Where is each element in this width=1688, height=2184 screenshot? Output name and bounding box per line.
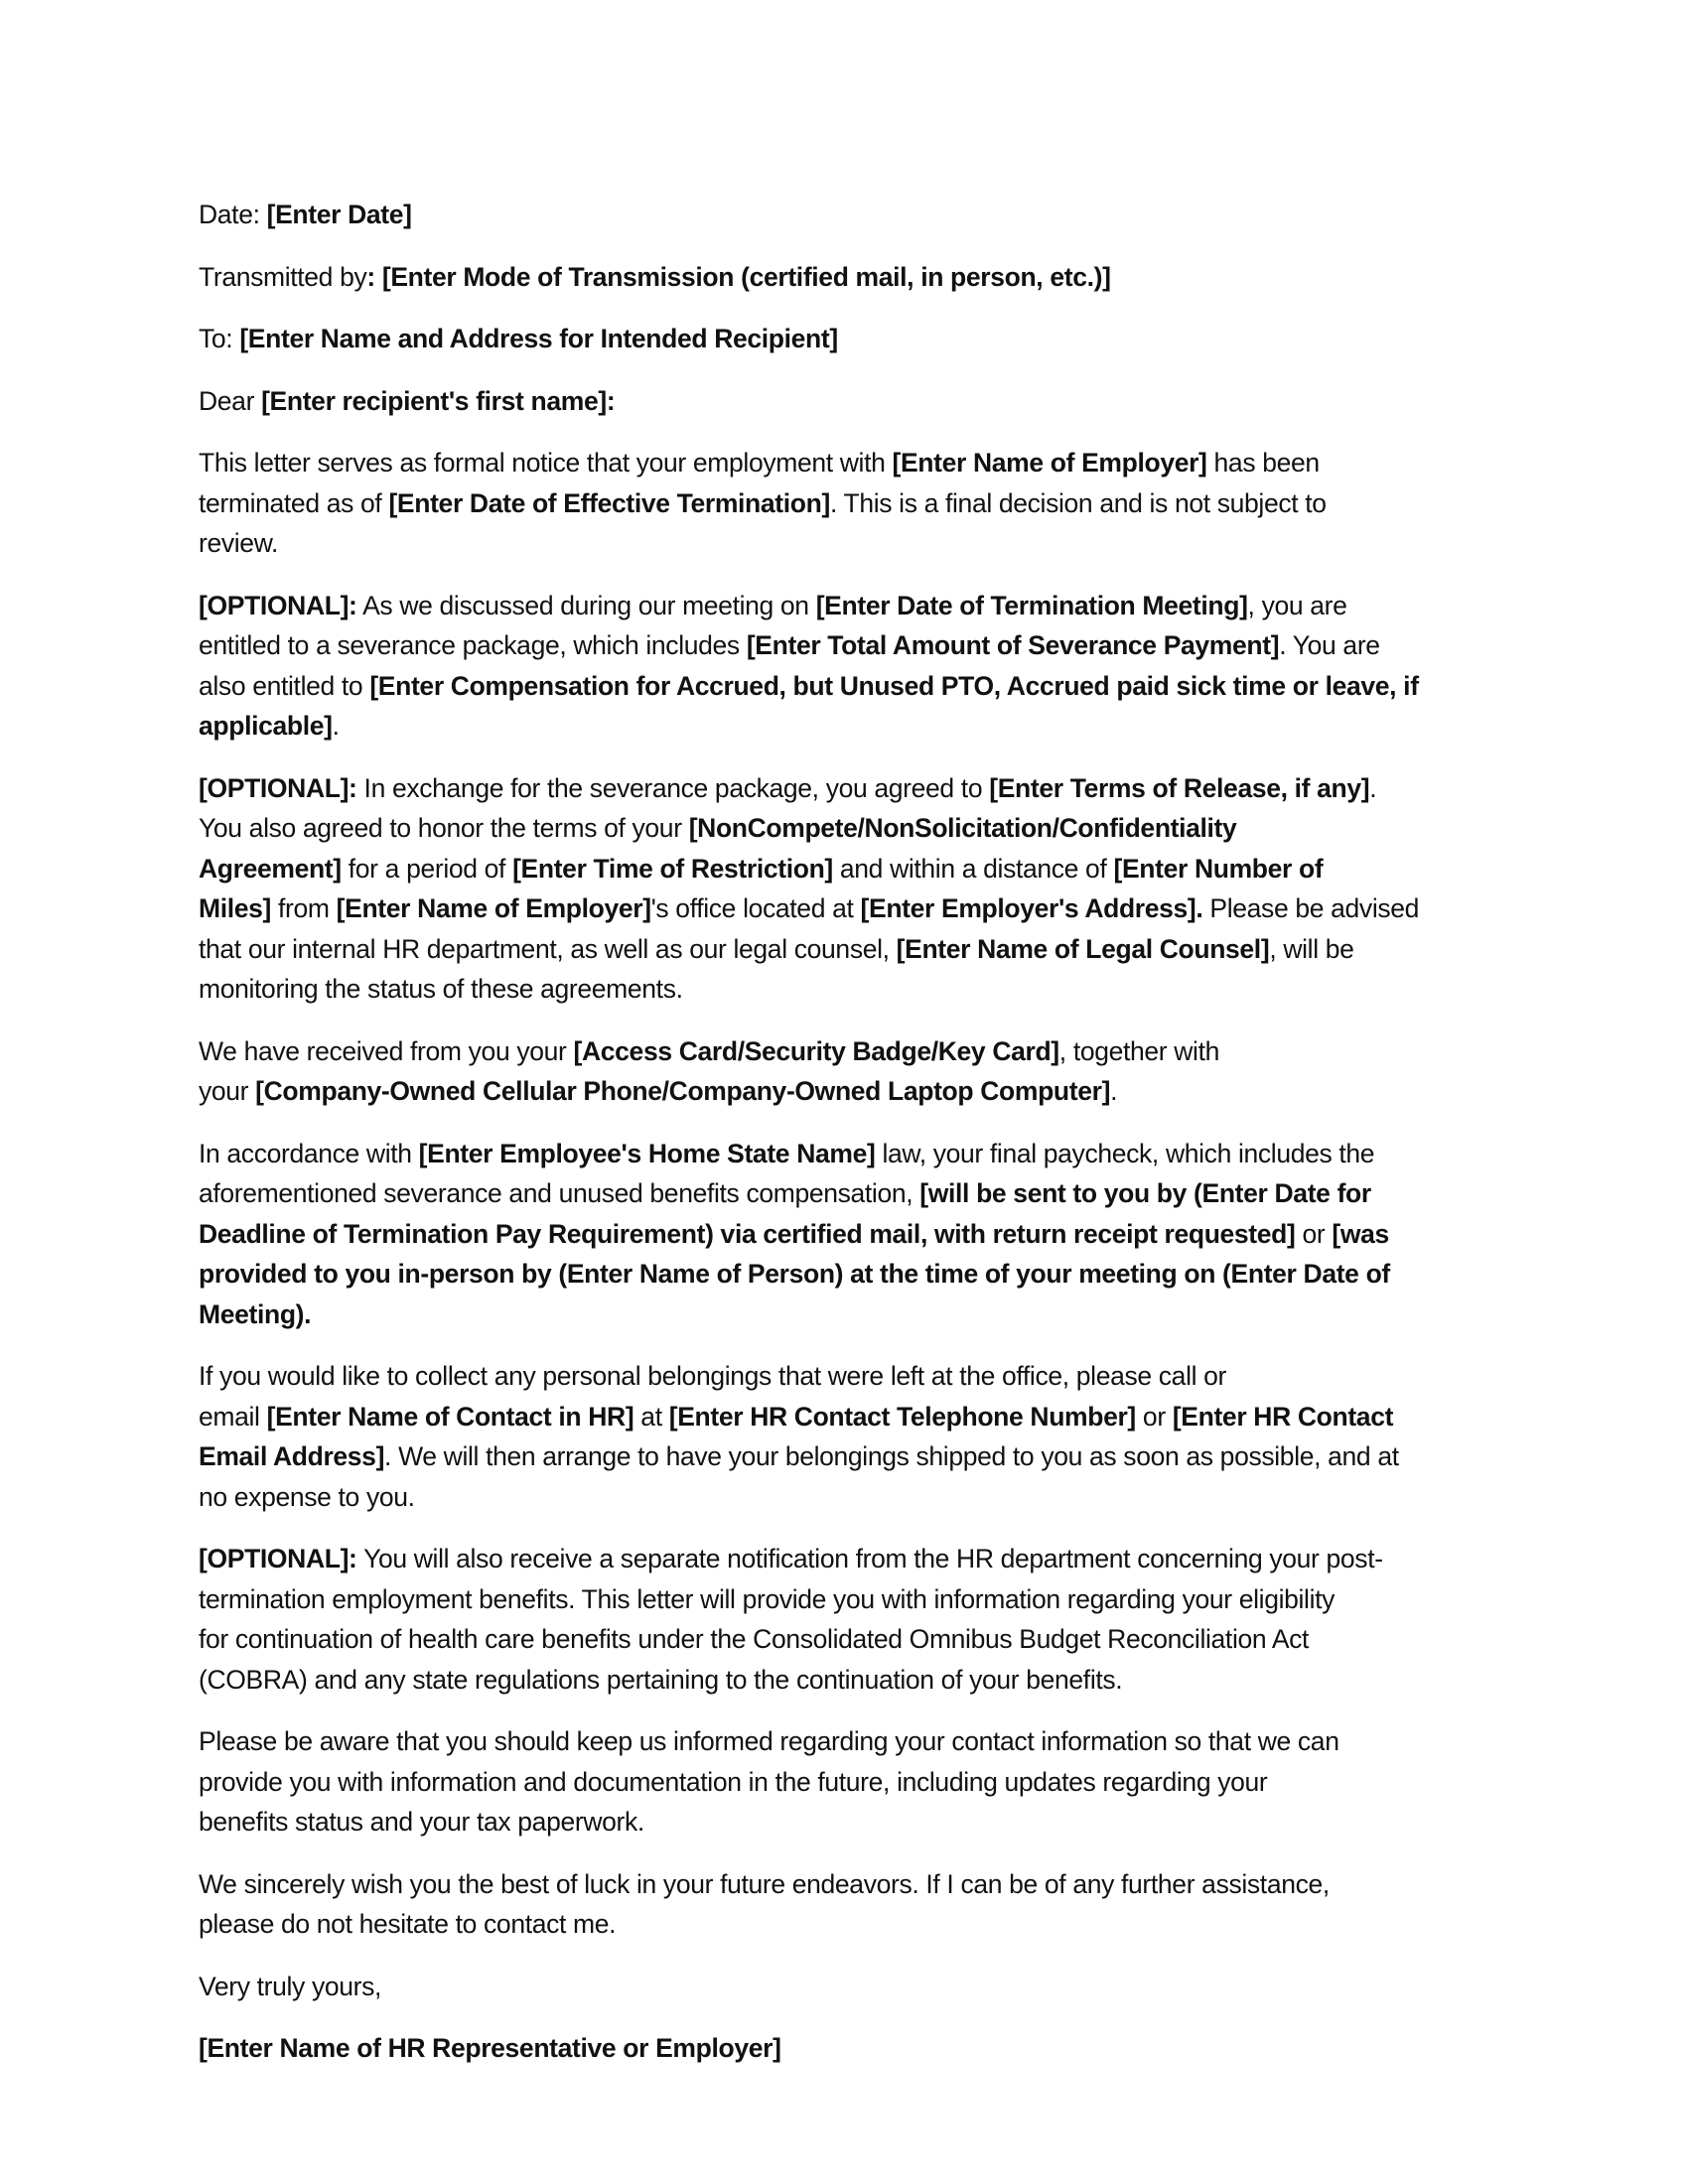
body-text: Please be advised	[1202, 893, 1420, 923]
body-text: review.	[199, 528, 279, 558]
placeholder-field: [Enter Total Amount of Severance Payment]	[746, 630, 1280, 660]
text-line	[199, 1904, 1489, 1945]
text-line	[199, 586, 1489, 626]
placeholder-field: Agreement]	[199, 853, 342, 884]
placeholder-field: Deadline of Termination Pay Requirement) via certified mail, with return receipt requested]	[199, 1218, 1296, 1249]
paragraph-closing	[199, 1967, 1489, 2007]
placeholder-field: [OPTIONAL]:	[199, 590, 357, 620]
placeholder-field: Miles]	[199, 893, 272, 923]
body-text: that our internal HR department, as well as our legal counsel,	[199, 933, 897, 964]
body-text: email	[199, 1401, 267, 1432]
body-text: . You are	[1279, 630, 1380, 660]
placeholder-field: Email Address]	[199, 1441, 385, 1471]
body-text: benefits status and your tax paperwork.	[199, 1807, 644, 1837]
body-text: Transmitted by	[199, 261, 367, 292]
placeholder-field: [OPTIONAL]:	[199, 772, 357, 803]
body-text: terminated as of	[199, 487, 389, 518]
body-text: monitoring the status of these agreements.	[199, 974, 683, 1004]
text-line	[199, 257, 1489, 298]
text-line	[199, 2028, 1489, 2069]
placeholder-field: [Enter Name of Employer]	[336, 893, 651, 923]
body-text: If you would like to collect any personal belongings that were left at the office, please call or	[199, 1361, 1227, 1391]
text-line	[199, 808, 1489, 849]
text-line	[199, 1295, 1489, 1335]
text-line	[199, 1802, 1489, 1843]
paragraph-property-returned	[199, 1031, 1489, 1112]
placeholder-field: Meeting).	[199, 1298, 312, 1329]
body-text: . This is a final decision and is not subject to	[829, 487, 1327, 518]
body-text: .	[1369, 772, 1377, 803]
text-line	[199, 1967, 1489, 2007]
paragraph-severance	[199, 586, 1489, 747]
text-line	[199, 1254, 1489, 1295]
paragraph-salutation	[199, 381, 1489, 422]
text-line	[199, 1031, 1489, 1072]
paragraph-belongings	[199, 1356, 1489, 1517]
body-text: In accordance with	[199, 1138, 419, 1168]
text-line	[199, 1477, 1489, 1518]
body-text: .	[1110, 1076, 1118, 1106]
placeholder-field: applicable]	[199, 711, 333, 741]
body-text: Very truly yours,	[199, 1971, 382, 2001]
placeholder-field: [Enter Date]	[266, 200, 412, 229]
text-line	[199, 1214, 1489, 1255]
text-line	[199, 1356, 1489, 1397]
text-line	[199, 1762, 1489, 1803]
paragraph-signature	[199, 2028, 1489, 2069]
text-line	[199, 929, 1489, 970]
body-text: You will also receive a separate notification from the HR department concerning your post-	[356, 1544, 1383, 1573]
paragraph-date	[199, 195, 1489, 235]
text-line	[199, 849, 1489, 889]
body-text: or	[1295, 1218, 1333, 1249]
body-text: This letter serves as formal notice that your employment with	[199, 448, 893, 478]
placeholder-field: [Enter Terms of Release, if any]	[989, 772, 1370, 803]
body-text: for continuation of health care benefits under the Consolidated Omnibus Budget Reconciliation Act	[199, 1624, 1310, 1654]
paragraph-final-paycheck	[199, 1134, 1489, 1335]
placeholder-field: [Enter Time of Restriction]	[512, 853, 833, 884]
text-line	[199, 706, 1489, 747]
body-text: We sincerely wish you the best of luck in your future endeavors. If I can be of any further assistance,	[199, 1868, 1330, 1899]
paragraph-notice	[199, 443, 1489, 564]
text-line	[199, 483, 1489, 524]
text-line	[199, 1539, 1489, 1579]
body-text: also entitled to	[199, 670, 370, 701]
text-line	[199, 969, 1489, 1010]
body-text: entitled to a severance package, which includes	[199, 630, 747, 660]
body-text: , together with	[1058, 1035, 1220, 1066]
body-text: Please be aware that you should keep us informed regarding your contact information so that we can	[199, 1726, 1339, 1756]
text-line	[199, 1397, 1489, 1437]
paragraph-to	[199, 319, 1489, 359]
placeholder-field: [Enter Name of Contact in HR]	[266, 1401, 634, 1432]
text-line	[199, 1173, 1489, 1214]
body-text: Dear	[199, 385, 262, 416]
text-line	[199, 1619, 1489, 1660]
body-text: You also agreed to honor the terms of your	[199, 813, 689, 843]
placeholder-field: [Enter Employer's Address].	[860, 893, 1203, 923]
paragraph-cobra	[199, 1539, 1489, 1700]
placeholder-field: [NonCompete/NonSolicitation/Confidentiality	[688, 813, 1237, 843]
text-line	[199, 381, 1489, 422]
text-line	[199, 1134, 1489, 1174]
placeholder-field: [OPTIONAL]:	[199, 1544, 357, 1573]
placeholder-field: [Access Card/Security Badge/Key Card]	[573, 1035, 1059, 1066]
body-text: aforementioned severance and unused benefits compensation,	[199, 1178, 920, 1208]
text-line	[199, 1864, 1489, 1905]
text-line	[199, 1660, 1489, 1701]
body-text: please do not hesitate to contact me.	[199, 1909, 617, 1939]
paragraph-release	[199, 768, 1489, 1010]
text-line	[199, 666, 1489, 707]
body-text: In exchange for the severance package, you agreed to	[356, 772, 990, 803]
paragraph-well-wishes	[199, 1864, 1489, 1945]
placeholder-field: [Enter Date of Effective Termination]	[388, 487, 830, 518]
text-line	[199, 768, 1489, 809]
body-text: , will be	[1269, 933, 1354, 964]
body-text: from	[271, 893, 337, 923]
body-text: for a period of	[341, 853, 513, 884]
letter-page	[199, 195, 1489, 2091]
text-line	[199, 195, 1489, 235]
body-text: We have received from you your	[199, 1035, 574, 1066]
body-text: law, your final paycheck, which includes the	[875, 1138, 1375, 1168]
placeholder-field: [Enter Name and Address for Intended Recipient]	[239, 324, 838, 353]
placeholder-field: [Enter Employee's Home State Name]	[418, 1138, 876, 1168]
body-text: and within a distance of	[832, 853, 1114, 884]
paragraph-contact-info	[199, 1721, 1489, 1843]
text-line	[199, 319, 1489, 359]
text-line	[199, 1436, 1489, 1477]
body-text: 's office located at	[650, 893, 861, 923]
text-line	[199, 1721, 1489, 1762]
placeholder-field: [was	[1332, 1218, 1389, 1249]
body-text: .	[332, 711, 340, 741]
body-text: provide you with information and documentation in the future, including updates regarding your	[199, 1766, 1268, 1797]
body-text: . We will then arrange to have your belongings shipped to you as soon as possible, and at	[384, 1441, 1399, 1471]
placeholder-field: [Enter Name of HR Representative or Employer]	[199, 2033, 781, 2063]
placeholder-field: provided to you in-person by (Enter Name of Person) at the time of your meeting on (Enter Date of	[199, 1259, 1390, 1289]
body-text: has been	[1206, 448, 1320, 478]
body-text: or	[1135, 1401, 1173, 1432]
body-text: your	[199, 1076, 256, 1106]
text-line	[199, 443, 1489, 483]
body-text: at	[633, 1401, 669, 1432]
body-text: no expense to you.	[199, 1481, 415, 1512]
placeholder-field: : [Enter Mode of Transmission (certified mail, in person, etc.)]	[366, 261, 1111, 292]
body-text: Date:	[199, 200, 267, 229]
text-line	[199, 888, 1489, 929]
placeholder-field: [Enter Name of Employer]	[892, 448, 1207, 478]
body-text: , you are	[1247, 590, 1347, 620]
text-line	[199, 523, 1489, 564]
body-text: To:	[199, 324, 240, 353]
text-line	[199, 1071, 1489, 1112]
body-text: termination employment benefits. This letter will provide you with information regarding your eligibility	[199, 1583, 1336, 1614]
placeholder-field: [Enter HR Contact Telephone Number]	[668, 1401, 1136, 1432]
placeholder-field: [Enter Date of Termination Meeting]	[815, 590, 1248, 620]
placeholder-field: [Enter Number of	[1113, 853, 1324, 884]
text-line	[199, 1579, 1489, 1620]
paragraph-transmitted-by	[199, 257, 1489, 298]
placeholder-field: [Enter Name of Legal Counsel]	[896, 933, 1270, 964]
placeholder-field: [will be sent to you by (Enter Date for	[919, 1178, 1371, 1208]
body-text: As we discussed during our meeting on	[356, 590, 816, 620]
placeholder-field: [Enter HR Contact	[1172, 1401, 1394, 1432]
text-line	[199, 625, 1489, 666]
body-text: (COBRA) and any state regulations pertaining to the continuation of your benefits.	[199, 1664, 1123, 1695]
placeholder-field: [Enter Compensation for Accrued, but Unused PTO, Accrued paid sick time or leave, if	[369, 670, 1419, 701]
placeholder-field: [Enter recipient's first name]:	[261, 385, 616, 416]
placeholder-field: [Company-Owned Cellular Phone/Company-Owned Laptop Computer]	[255, 1076, 1111, 1106]
